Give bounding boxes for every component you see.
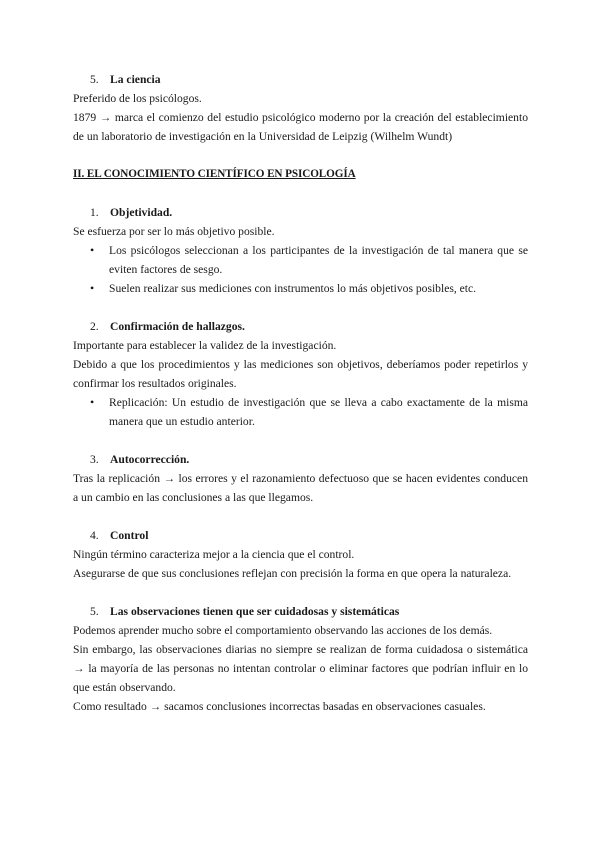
paragraph: Podemos aprender mucho sobre el comportamiento observando las acciones de los demás. bbox=[73, 624, 493, 637]
paragraph: Preferido de los psicólogos. bbox=[73, 92, 202, 105]
heading-confirmacion bbox=[73, 317, 528, 336]
paragraph: Se esfuerza por ser lo más objetivo posible. bbox=[73, 225, 275, 238]
bullet-list bbox=[73, 393, 528, 431]
heading-text: Autocorrección. bbox=[110, 453, 190, 466]
heading-number: 2. bbox=[90, 320, 99, 333]
paragraph: Ningún término caracteriza mejor a la ciencia que el control. bbox=[73, 548, 355, 561]
document-page bbox=[73, 70, 528, 716]
paragraph: Asegurarse de que sus conclusiones reflejan con precisión la forma en que opera la naturaleza. bbox=[73, 567, 512, 580]
bullet-list bbox=[73, 241, 528, 298]
heading-number: 3. bbox=[90, 453, 99, 466]
section-title: II. EL CONOCIMIENTO CIENTÍFICO EN PSICOLOGÍA bbox=[73, 168, 356, 180]
heading-autocorreccion bbox=[73, 450, 528, 469]
heading-number: 4. bbox=[90, 529, 99, 542]
heading-number: 1. bbox=[90, 206, 99, 219]
paragraph: 1879 → marca el comienzo del estudio psicológico moderno por la creación del establecimiento de un laboratorio de investigación en la Universidad de Leipzig (Wilhelm Wundt) bbox=[73, 111, 528, 143]
heading-text: La ciencia bbox=[110, 73, 161, 86]
paragraph: Como resultado → sacamos conclusiones incorrectas basadas en observaciones casuales. bbox=[73, 700, 486, 713]
heading-text: Objetividad. bbox=[110, 206, 173, 219]
heading-observaciones bbox=[73, 602, 528, 621]
heading-la-ciencia bbox=[73, 70, 528, 89]
heading-text: Control bbox=[110, 529, 149, 542]
list-item: • Suelen realizar sus mediciones con instrumentos lo más objetivos posibles, etc. bbox=[73, 279, 528, 298]
list-item: • Replicación: Un estudio de investigación que se lleva a cabo exactamente de la misma manera que un estudio anterior. bbox=[73, 393, 528, 431]
paragraph: Tras la replicación → los errores y el razonamiento defectuoso que se hacen evidentes conducen a un cambio en las conclusiones a las que llegamos. bbox=[73, 472, 528, 504]
paragraph: Importante para establecer la validez de la investigación. bbox=[73, 339, 337, 352]
heading-number: 5. bbox=[90, 605, 99, 618]
paragraph: Debido a que los procedimientos y las mediciones son objetivos, deberíamos poder repetirlos y confirmar los resultados originales. bbox=[73, 358, 528, 390]
heading-text: Las observaciones tienen que ser cuidadosas y sistemáticas bbox=[110, 605, 400, 618]
paragraph: Sin embargo, las observaciones diarias no siempre se realizan de forma cuidadosa o sistemática → la mayoría de las personas no intentan controlar o eliminar factores que podrían influir en lo que están observando. bbox=[73, 643, 528, 694]
list-item: • Los psicólogos seleccionan a los participantes de la investigación de tal manera que se eviten factores de sesgo. bbox=[73, 241, 528, 279]
heading-control bbox=[73, 526, 528, 545]
heading-objetividad bbox=[73, 203, 528, 222]
heading-number: 5. bbox=[90, 73, 99, 86]
heading-text: Confirmación de hallazgos. bbox=[110, 320, 245, 333]
